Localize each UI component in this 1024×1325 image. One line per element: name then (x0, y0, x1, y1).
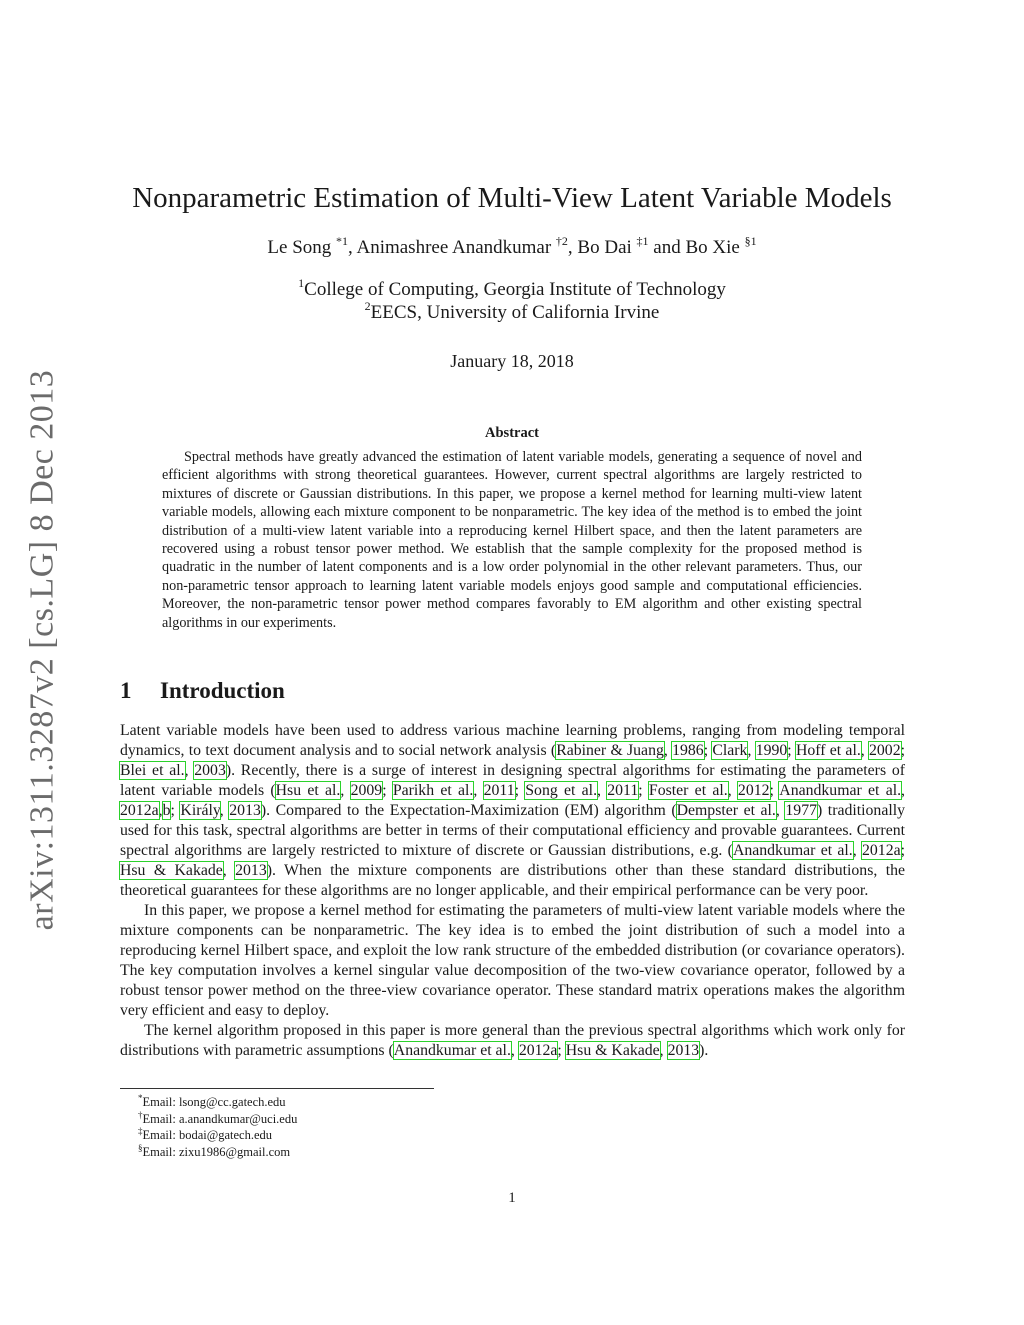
footnote (138, 1144, 297, 1161)
citation-link[interactable]: 2013 (229, 802, 261, 819)
footnote-mark: * (138, 1093, 143, 1103)
text-run: ; (557, 1042, 566, 1059)
section-heading (120, 678, 285, 704)
citation-link[interactable]: Király (180, 802, 220, 819)
abstract-heading: Abstract (485, 425, 539, 441)
citation-link[interactable]: 2013 (667, 1042, 700, 1059)
citation-link[interactable]: Hoff et al. (795, 742, 861, 759)
footnote (138, 1094, 297, 1111)
citation-link[interactable]: 2011 (483, 782, 515, 799)
citation-link[interactable]: Blei et al. (120, 762, 185, 779)
citation-link[interactable]: Hsu & Kakade (565, 1042, 660, 1059)
text-run: , (775, 802, 786, 819)
author-separator: , (567, 237, 578, 258)
citation-link[interactable]: Rabiner & Juang (556, 742, 664, 759)
body-paragraph (120, 721, 905, 901)
author-name: Bo Xie (685, 237, 740, 258)
footnote-text: Email: lsong@cc.gatech.edu (142, 1095, 286, 1109)
section-title: Introduction (160, 678, 285, 703)
author-separator: and (648, 237, 686, 258)
author-name: Bo Dai (577, 237, 632, 258)
arxiv-side-stamp (4, 370, 80, 930)
text-run: , (659, 1042, 668, 1059)
citation-link[interactable]: b (162, 802, 171, 819)
citation-link[interactable]: 2003 (194, 762, 226, 779)
text-run: ) traditionally used for this task, spectral algorithms are better in terms of their computational efficiency and provable guarantees. Current spectral algorithms are largely restricted to mixture of discrete or Gaussian distributions, e.g. ( (120, 802, 906, 859)
citation-link[interactable]: 2012a (862, 842, 901, 859)
citation-link[interactable]: Song et al. (525, 782, 598, 799)
text-run: , (473, 782, 484, 799)
author-mark: *1 (336, 234, 349, 248)
footnote-rule (120, 1088, 434, 1089)
text-run: , (184, 762, 195, 779)
text-run: ; (900, 842, 905, 859)
text-run: , (510, 1042, 519, 1059)
footnote-mark: † (138, 1109, 143, 1120)
text-run: , (747, 742, 756, 759)
author-separator: , (348, 237, 357, 258)
body-paragraph (120, 901, 905, 1021)
author-mark: §1 (744, 234, 757, 248)
affiliation (80, 278, 944, 302)
author-mark: †2 (555, 234, 568, 248)
citation-link[interactable]: 2013 (235, 862, 267, 879)
footnote-text: Email: zixu1986@gmail.com (142, 1144, 291, 1159)
citation-link[interactable]: Foster et al. (648, 782, 728, 799)
citation-link[interactable]: 2012a (518, 1042, 558, 1059)
affiliation-mark: 1 (298, 276, 305, 290)
citation-link[interactable]: 2009 (350, 782, 383, 799)
footnote (138, 1111, 297, 1128)
introduction-body (120, 721, 905, 1061)
arxiv-identifier: arXiv:1311.3287v2 [cs.LG] 8 Dec 2013 (23, 369, 60, 931)
body-paragraph (120, 1021, 905, 1061)
citation-link[interactable]: 2012 (737, 782, 770, 799)
text-run: , (340, 782, 351, 799)
author-list (80, 235, 944, 261)
text-run: Latent variable models have been used to address various machine learning problems, ranging from modeling temporal dynamics, to text document analysis and to social network analysis ( (120, 722, 905, 759)
text-run: ). When the mixture components are distributions other than these standard distributions, the theoretical guarantees for these algorithms are no longer applicable, and their empirical performance can be very poor. (120, 862, 905, 899)
author-name: Animashree Anandkumar (356, 237, 552, 258)
affiliation-text: EECS, University of California Irvine (370, 302, 660, 323)
citation-link[interactable]: Clark (712, 742, 748, 759)
footnote-mark: ‡ (138, 1126, 143, 1136)
text-run: ; (638, 782, 649, 799)
citation-link[interactable]: Anandkumar et al. (393, 1042, 511, 1059)
text-run: ; (900, 742, 905, 759)
citation-link[interactable]: 2011 (607, 782, 639, 799)
text-run: In this paper, we propose a kernel method for estimating the parameters of multi-view latent variable models where the mixture components can be nonparametric. The key idea is to embed the joint distribution of such a model into a reproducing kernel Hilbert space, and exploit the low rank structure of the embedded distribution (or covariance operators). The key computation involves a kernel singular value decomposition of the two-view covariance operator, followed by a robust tensor power method on the three-view covariance operator. These standard matrix operations makes the algorithm very efficient and easy to deploy. (120, 902, 905, 1019)
text-run: , (901, 782, 905, 799)
citation-link[interactable]: Dempster et al. (676, 802, 776, 819)
text-run: , (860, 742, 869, 759)
author-mark: ‡1 (636, 234, 649, 248)
text-run: ; (170, 802, 181, 819)
citation-link[interactable]: 1977 (785, 802, 817, 819)
text-run: , (727, 782, 738, 799)
author-name: Le Song (267, 237, 332, 258)
footnote-mark: § (138, 1142, 143, 1153)
citation-link[interactable]: Anandkumar et al. (779, 782, 902, 799)
abstract-text: Spectral methods have greatly advanced the estimation of latent variable models, generating a sequence of novel and efficient algorithms with strong theoretical guarantees. However, current spectral algorithms are largely restricted to mixtures of discrete or Gaussian distributions. In this paper, we propose a kernel method for learning multi-view latent variable models, allowing each mixture component to be nonparametric. The key idea of the method is to embed the joint distribution of a multi-view latent variable into a reproducing kernel Hilbert space, and then the latent parameters are recovered using a robust tensor power method. We establish that the sample complexity for the proposed method is quadratic in the number of latent components and is a low order polynomial in the other relevant parameters. Thus, our non-parametric tensor approach to learning latent variable models enjoys good sample and computational efficiencies. Moreover, the non-parametric tensor power method compares favorably to EM algorithm and other existing spectral algorithms in our experiments. (162, 449, 862, 631)
footnote-text: Email: bodai@gatech.edu (142, 1128, 273, 1142)
citation-link[interactable]: Parikh et al. (392, 782, 474, 799)
text-run: ; (514, 782, 526, 799)
text-run: , (222, 862, 236, 879)
citation-link[interactable]: Hsu & Kakade (120, 862, 223, 879)
citation-link[interactable]: 1990 (755, 742, 788, 759)
text-run: ). Recently, there is a surge of interest in designing spectral algorithms for estimating the parameters of latent variable models ( (120, 762, 905, 799)
section-number: 1 (120, 678, 132, 703)
text-run: ; (382, 782, 393, 799)
citation-link[interactable]: 1986 (672, 742, 704, 759)
text-run: , (852, 842, 862, 859)
citation-link[interactable]: 2012a (120, 802, 159, 819)
text-run: ; (769, 782, 780, 799)
paper-title: Nonparametric Estimation of Multi-View Latent Variable Models (132, 182, 892, 214)
page-number: 1 (508, 1190, 516, 1206)
footnote-text: Email: a.anandkumar@uci.edu (142, 1111, 298, 1126)
text-run: ). (699, 1042, 709, 1059)
text-run: , (219, 802, 230, 819)
text-run: ; (703, 742, 713, 759)
paper-date: January 18, 2018 (450, 351, 574, 371)
text-run: , (597, 782, 608, 799)
text-run: ; (787, 742, 796, 759)
citation-link[interactable]: Hsu et al. (275, 782, 341, 799)
affiliation-mark: 2 (364, 299, 371, 313)
affiliation-text: College of Computing, Georgia Institute of Technology (304, 279, 726, 300)
text-run: , (663, 742, 673, 759)
citation-link[interactable]: 2002 (869, 742, 901, 759)
footnotes (138, 1094, 297, 1160)
text-run: The kernel algorithm proposed in this paper is more general than the previous spectral algorithms which work only for distributions with parametric assumptions ( (120, 1022, 905, 1059)
text-run: , (158, 802, 163, 819)
footnote (138, 1127, 297, 1144)
citation-link[interactable]: Anandkumar et al. (732, 842, 853, 859)
text-run: ). Compared to the Expectation-Maximization (EM) algorithm ( (260, 802, 677, 819)
affiliation (80, 301, 944, 325)
